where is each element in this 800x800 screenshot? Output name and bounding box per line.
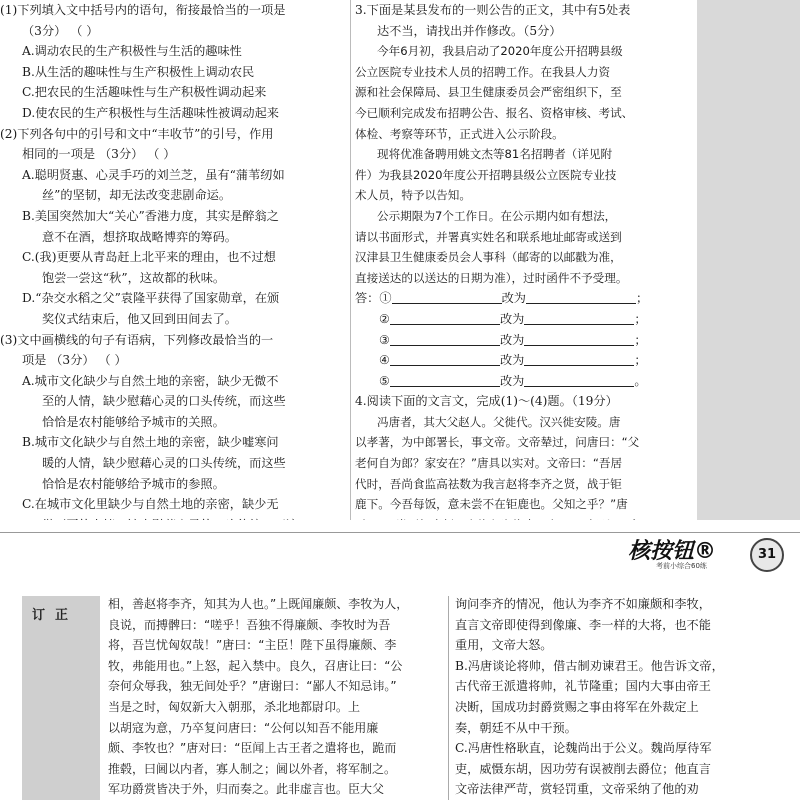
text-line: 颇、李牧也？”唐对曰：“臣闻上古王者之遣将也，跪而 — [108, 741, 397, 756]
text-line: 达不当，请找出并作修改。（5分） — [377, 23, 562, 38]
text-line: 鹿下。今吾每饭，意未尝不在钜鹿也。父知之乎？”唐 — [355, 497, 628, 512]
answer-blank-revised[interactable] — [524, 331, 634, 346]
answer-blank-original[interactable] — [392, 289, 502, 304]
text-line: 古代帝王派遣将帅，礼节隆重；国内大事由帝王 — [455, 679, 711, 694]
text-line: 术人员，特予以告知。 — [355, 188, 471, 203]
page-number: 31 — [750, 538, 784, 572]
text-line: (1)下列填入文中括号内的语句，衔接最恰当的一项是 — [0, 3, 286, 17]
text-line: 汉津县卫生健康委员会人事科（邮寄的以邮戳为准， — [355, 250, 622, 265]
text-line: 奏，朝廷不从中干预。 — [455, 720, 577, 735]
answer-blank-revised[interactable] — [524, 310, 634, 325]
text-line: 恰恰是农村能够给予城市的关照。 — [42, 414, 225, 429]
correction-box — [22, 596, 100, 800]
answer-change-to: 改为 — [499, 332, 525, 347]
text-line: 至的人情，缺少慰藉心灵的口头传统，而这些 — [42, 394, 286, 409]
answer-blank-revised[interactable] — [524, 372, 634, 387]
text-line: 决断，国成功封爵赏赐之事由将军在外裁定上 — [455, 699, 699, 714]
text-line: 丝”的坚韧，却无法改变悲剧命运。 — [42, 188, 232, 203]
text-line: D.使农民的生产积极性与生活趣味性被调动起来 — [22, 105, 279, 120]
answer-number: ④ — [379, 353, 390, 368]
text-line: B.冯唐谈论将帅，借古制劝谏君王。他告诉文帝， — [455, 658, 724, 673]
text-line: 以孝著，为中郎署长，事文帝。文帝辇过，问唐曰：“父 — [355, 435, 640, 450]
text-line: 牧，弗能用也。”上怒，起入禁中。良久，召唐让曰：“公 — [108, 658, 403, 673]
answer-change-to: 改为 — [499, 373, 525, 388]
text-line: C.冯唐性格耿直，论魏尚出于公义。魏尚厚待军 — [455, 741, 712, 756]
text-line: 件）为我县2020年度公开招聘县级公立医院专业技 — [355, 167, 617, 182]
text-line: 相同的一项是 （3分） （ ） — [22, 147, 176, 162]
text-line: (3)文中画横线的句子有语病，下列修改最恰当的一 — [0, 332, 274, 347]
text-line: 今已顺利完成发布招聘公告、报名、资格审核、考试、 — [355, 105, 634, 120]
answer-punctuation: ； — [634, 332, 647, 347]
text-line: A.聪明贤惠、心灵手巧的刘兰芝，虽有“蒲苇纫如 — [22, 167, 285, 182]
text-line: C.把农民的生活趣味性与生产积极性调动起来 — [22, 85, 267, 100]
text-line: 公立医院专业技术人员的招聘工作。在我县人力资 — [355, 64, 611, 79]
answer-blank-original[interactable] — [390, 372, 500, 387]
answer-row — [355, 350, 700, 371]
text-line: 吏，威慑东胡，因功劳有误被削去爵位；他直言 — [455, 761, 711, 776]
text-line: 老何自为郎？家安在？”唐具以实对。文帝曰：“吾居 — [355, 456, 623, 471]
answer-label: 答： — [355, 291, 380, 306]
brand-name: 核按钮® — [628, 539, 717, 564]
text-line: 直言文帝即使得到像廉、李一样的大将，也不能 — [455, 617, 711, 632]
text-line: 项是 （3分） （ ） — [22, 353, 127, 368]
text-line: 公示期限为7个工作日。在公示期内如有想法， — [377, 208, 617, 223]
answer-blank-original[interactable] — [390, 331, 500, 346]
answer-change-to: 改为 — [501, 291, 526, 306]
text-line: 当是之时，匈奴新大入朝那，杀北地都尉卬。上 — [108, 699, 361, 714]
answer-number: ⑤ — [379, 373, 390, 388]
question-left-column — [0, 0, 350, 530]
text-line: 推毂，曰阃以内者，寡人制之；阃以外者，将军制之。 — [108, 761, 397, 776]
page-margin-shade — [697, 0, 800, 520]
text-line: 直接送达的以送达的日期为准），过时函件不予受理。 — [355, 270, 628, 285]
answer-options-continued — [455, 594, 800, 800]
text-line: B.从生活的趣味性与生产积极性上调动农民 — [22, 64, 255, 79]
text-line: (2)下列各句中的引号和文中“丰收节”的引号，作用 — [0, 126, 274, 141]
answer-row — [355, 288, 700, 309]
brand-subtitle: 考前小综合60练 — [656, 562, 707, 570]
text-line: 3.下面是某县发布的一则公告的正文，其中有5处表 — [355, 3, 631, 17]
text-line: 意不在酒，想挤取战略博弈的筹码。 — [42, 229, 237, 244]
answer-row — [355, 371, 700, 392]
answer-punctuation: 。 — [634, 373, 647, 388]
text-line: 体检、考察等环节，正式进入公示阶段。 — [355, 126, 564, 141]
answer-blank-revised[interactable] — [526, 289, 636, 304]
text-line: 询问李齐的情况，他认为李齐不如廉颇和李牧， — [455, 597, 711, 611]
answer-blank-original[interactable] — [390, 351, 500, 366]
answer-number: ① — [379, 291, 392, 306]
text-line: B.城市文化缺少与自然土地的亲密，缺少嘘寒问 — [22, 435, 279, 450]
text-line: 源和社会保障局、县卫生健康委员会严密组织下，至 — [355, 85, 622, 100]
text-line: 冯唐者，其大父赵人。父徙代。汉兴徙安陵。唐 — [377, 414, 621, 429]
text-line: 良说，而搏髀曰：“嗟乎！吾独不得廉颇、李牧时为吾 — [108, 617, 391, 632]
answer-row — [355, 330, 700, 351]
text-line: 相，善赵将李齐，知其为人也。”上既闻廉颇、李牧为人， — [108, 597, 409, 611]
answer-change-to: 改为 — [499, 311, 525, 326]
column-divider — [350, 0, 351, 520]
text-line: 饱尝一尝这“秋”，这故都的秋味。 — [42, 270, 226, 285]
text-line: C.在城市文化里缺少与自然土地的亲密，缺少无 — [22, 497, 279, 512]
answer-number: ③ — [379, 332, 390, 347]
handwritten-passage — [108, 594, 443, 800]
text-line: 重用，文帝大怒。 — [455, 638, 553, 653]
answer-blank-original[interactable] — [390, 310, 500, 325]
answer-row — [355, 309, 700, 330]
question-right-column — [355, 0, 700, 520]
text-line: A.调动农民的生产积极性与生活的趣味性 — [22, 44, 242, 59]
text-line: B.美国突然加大“关心”香港力度，其实是醉翁之 — [22, 208, 279, 223]
answer-block — [355, 288, 700, 391]
text-line: 奈何众辱我，独无间处乎？”唐谢曰：“鄙人不知忌讳。” — [108, 679, 397, 694]
answer-punctuation: ； — [634, 353, 647, 368]
text-line: 请以书面形式，并署真实姓名和联系地址邮寄或送到 — [355, 229, 622, 244]
text-line: 现将优准备聘用姚文杰等81名招聘者（详见附 — [377, 147, 613, 162]
correction-label: 订正 — [32, 608, 79, 623]
text-line: （3分） （ ） — [22, 23, 99, 38]
answer-blank-revised[interactable] — [524, 351, 634, 366]
answer-punctuation: ； — [634, 311, 647, 326]
text-line: 奖仪式结束后，他又回到田间去了。 — [42, 311, 237, 326]
answer-change-to: 改为 — [499, 353, 525, 368]
answer-punctuation: ； — [635, 291, 649, 306]
text-line: 以胡寇为意，乃卒复问唐曰：“公何以知吾不能用廉 — [108, 720, 379, 735]
brand-logo — [618, 530, 748, 574]
text-line: 文帝法律严苛，赏轻罚重，文帝采纳了他的劝 — [455, 782, 699, 797]
text-line: C.(我)更要从青岛赶上北平来的理由，也不过想 — [22, 250, 276, 265]
text-line: 4.阅读下面的文言文，完成(1)～(4)题。（19分） — [355, 394, 618, 409]
text-line: 恰恰是农村能够给予城市的参照。 — [42, 476, 225, 491]
text-line: A.城市文化缺少与自然土地的亲密，缺少无微不 — [22, 373, 279, 388]
text-line: D.“杂交水稻之父”袁隆平获得了国家勋章，在颁 — [22, 291, 280, 306]
text-line: 今年6月初，我县启动了2020年度公开招聘县级 — [377, 44, 623, 59]
text-line: 暖的人情，缺少慰藉心灵的口头传统，而这些 — [42, 456, 286, 471]
lower-divider — [448, 596, 449, 800]
answer-number: ② — [379, 311, 390, 326]
text-line: 代时，吾尚食监高祛数为我言赵将李齐之贤，战于钜 — [355, 476, 622, 491]
text-line: 军功爵赏皆决于外，归而奏之。此非虚言也。臣大父 — [108, 782, 385, 797]
text-line: 将，吾岂忧匈奴哉！”唐曰：“主臣！陛下虽得廉颇、李 — [108, 638, 397, 653]
